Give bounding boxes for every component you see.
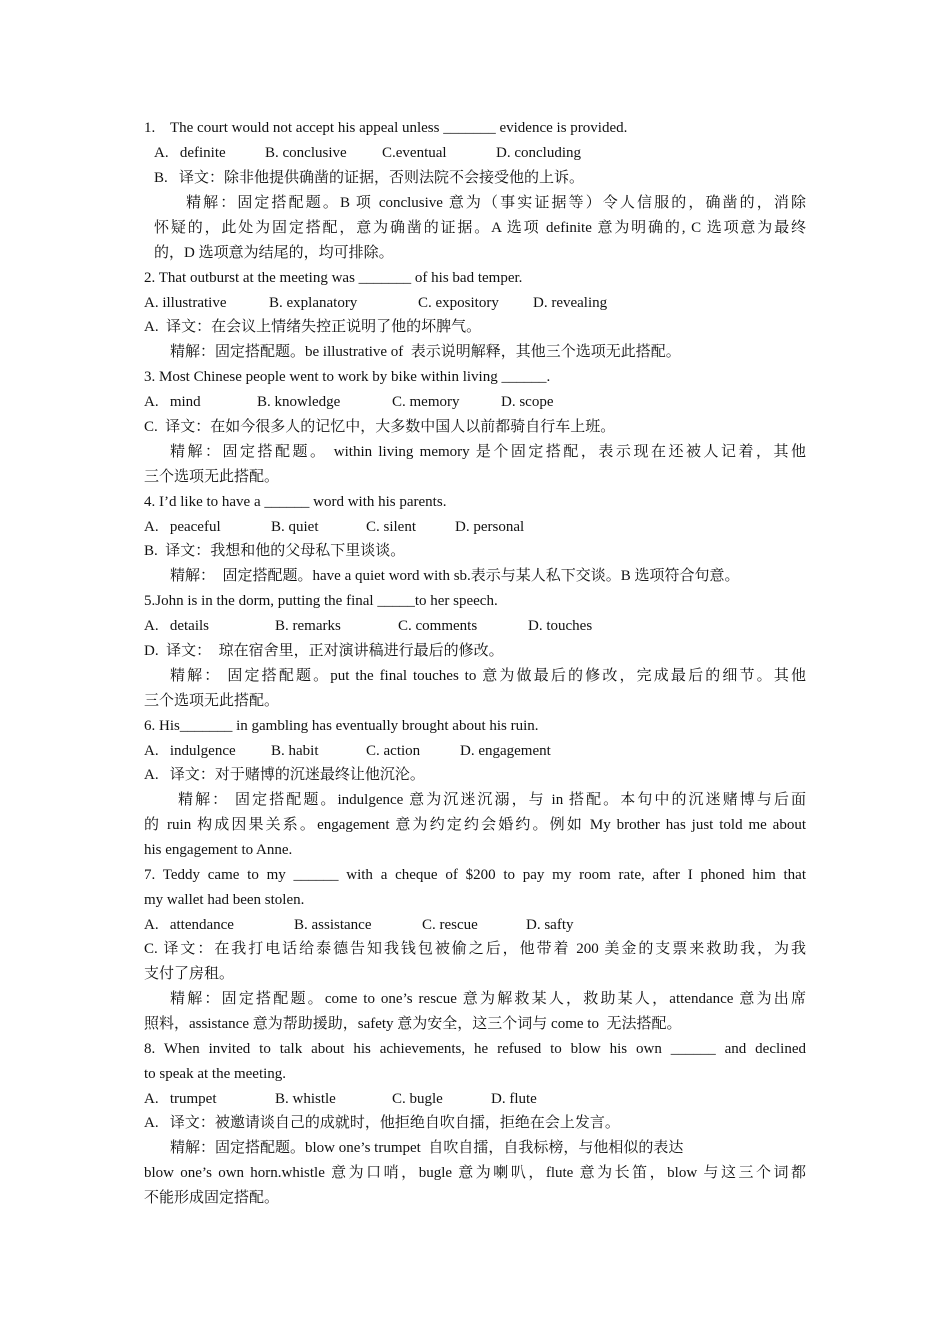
- q3-option-d: D. scope: [501, 394, 554, 410]
- q2-option-b: B. explanatory: [269, 295, 358, 311]
- q5-option-b: B. remarks: [275, 618, 341, 634]
- q6-explanation-line-1: 精解： 固定搭配题。indulgence 意为沉迷沉溺，与 in 搭配。本句中的沉迷赌博与后面: [178, 792, 806, 808]
- q3-explanation-line-1: 精解：固定搭配题。 within living memory 是个固定搭配，表示现在还被人记着，其他: [170, 444, 806, 460]
- q6-option-d: D. engagement: [460, 743, 551, 759]
- q6-explanation-line-2: 的 ruin 构成因果关系。engagement 意为约定约会婚约。例如 My brother has just told me about: [144, 817, 806, 833]
- q7-option-a: A. attendance: [144, 917, 234, 933]
- question-1-stem: 1. The court would not accept his appeal unless _______ evidence is provided.: [144, 120, 628, 136]
- question-8-stem-line-2: to speak at the meeting.: [144, 1066, 287, 1082]
- q8-option-d: D. flute: [491, 1091, 537, 1107]
- q8-option-c: C. bugle: [392, 1091, 443, 1107]
- q2-option-a: A. illustrative: [144, 295, 227, 311]
- question-6-stem: 6. His_______ in gambling has eventually brought about his ruin.: [144, 718, 539, 734]
- q2-option-d: D. revealing: [533, 295, 608, 311]
- q1-option-d: D. concluding: [496, 145, 581, 161]
- q3-option-a: A. mind: [144, 394, 201, 410]
- q8-option-a: A. trumpet: [144, 1091, 217, 1107]
- q4-explanation-line-1: 精解： 固定搭配题。have a quiet word with sb.表示与某人私下交谈。B 选项符合句意。: [170, 568, 740, 584]
- q7-translation-line-2: 支付了房租。: [144, 966, 235, 982]
- q7-option-b: B. assistance: [294, 917, 372, 933]
- q5-option-c: C. comments: [398, 618, 478, 634]
- q2-translation: A. 译文：在会议上情绪失控正说明了他的坏脾气。: [144, 319, 482, 335]
- q7-option-d: D. safty: [526, 917, 574, 933]
- question-7-stem-line-2: my wallet had been stolen.: [144, 892, 305, 908]
- q5-option-a: A. details: [144, 618, 209, 634]
- question-8-stem-line-1: 8. When invited to talk about his achievements, he refused to blow his own ______ and declined: [144, 1041, 806, 1057]
- q8-explanation-line-1: 精解：固定搭配题。blow one’s trumpet 自吹自擂，自我标榜，与他相似的表达: [170, 1140, 684, 1156]
- q1-explanation-line-3: 的，D 选项意为结尾的，均可排除。: [154, 245, 394, 261]
- q5-explanation-line-1: 精解： 固定搭配题。put the final touches to 意为做最后的修改，完成最后的细节。其他: [170, 668, 806, 684]
- q3-explanation-line-2: 三个选项无此搭配。: [144, 469, 280, 485]
- q6-translation: A. 译文：对于赌博的沉迷最终让他沉沦。: [144, 767, 425, 783]
- q1-option-c: C.eventual: [382, 145, 447, 161]
- q3-translation: C. 译文：在如今很多人的记忆中，大多数中国人以前都骑自行车上班。: [144, 419, 616, 435]
- q6-option-c: C. action: [366, 743, 421, 759]
- q2-option-c: C. expository: [418, 295, 499, 311]
- q1-option-b: B. conclusive: [265, 145, 347, 161]
- q1-option-a: A. definite: [154, 145, 226, 161]
- question-7-stem-line-1: 7. Teddy came to my ______ with a cheque of $200 to pay my room rate, after I phoned him that: [144, 867, 806, 883]
- q4-option-c: C. silent: [366, 519, 417, 535]
- q1-explanation-line-2: 怀疑的，此处为固定搭配，意为确凿的证据。A 选项 definite 意为明确的, C 选项意为最终: [154, 220, 806, 236]
- q2-explanation-line-1: 精解：固定搭配题。be illustrative of 表示说明解释，其他三个选项无此搭配。: [170, 344, 681, 360]
- q1-explanation-line-1: 精解：固定搭配题。B 项 conclusive 意为（事实证据等）令人信服的，确凿的，消除: [186, 195, 806, 211]
- q1-translation: B. 译文：除非他提供确凿的证据，否则法院不会接受他的上诉。: [154, 170, 585, 186]
- q5-explanation-line-2: 三个选项无此搭配。: [144, 693, 280, 709]
- q6-option-a: A. indulgence: [144, 743, 236, 759]
- q8-translation: A. 译文：被邀请谈自己的成就时，他拒绝自吹自擂，拒绝在会上发言。: [144, 1115, 620, 1131]
- q5-option-d: D. touches: [528, 618, 593, 634]
- question-3-stem: 3. Most Chinese people went to work by bike within living ______.: [144, 369, 551, 385]
- q4-translation: B. 译文：我想和他的父母私下里谈谈。: [144, 543, 406, 559]
- q5-translation: D. 译文： 琼在宿舍里，正对演讲稿进行最后的修改。: [144, 643, 504, 659]
- q3-option-b: B. knowledge: [257, 394, 341, 410]
- q7-option-c: C. rescue: [422, 917, 478, 933]
- q4-option-a: A. peaceful: [144, 519, 221, 535]
- q3-option-c: C. memory: [392, 394, 460, 410]
- q6-option-b: B. habit: [271, 743, 319, 759]
- q7-translation-line-1: C. 译文：在我打电话给泰德告知我钱包被偷之后，他带着 200 美金的支票来救助我，为我: [144, 941, 806, 957]
- q7-explanation-line-2: 照料，assistance 意为帮助援助，safety 意为安全，这三个词与 come to 无法搭配。: [144, 1016, 682, 1032]
- q8-explanation-line-2: blow one’s own horn.whistle 意为口哨，bugle 意为喇叭，flute 意为长笛，blow 与这三个词都: [144, 1165, 806, 1181]
- q8-explanation-line-3: 不能形成固定搭配。: [144, 1190, 280, 1206]
- q6-explanation-line-3: his engagement to Anne.: [144, 842, 293, 858]
- q8-option-b: B. whistle: [275, 1091, 336, 1107]
- q7-explanation-line-1: 精解：固定搭配题。come to one’s rescue 意为解救某人，救助某人，attendance 意为出席: [170, 991, 806, 1007]
- question-4-stem: 4. I’d like to have a ______ word with his parents.: [144, 494, 447, 510]
- question-2-stem: 2. That outburst at the meeting was _______ of his bad temper.: [144, 270, 523, 286]
- q4-option-d: D. personal: [455, 519, 525, 535]
- q4-option-b: B. quiet: [271, 519, 319, 535]
- question-5-stem: 5.John is in the dorm, putting the final _____to her speech.: [144, 593, 498, 609]
